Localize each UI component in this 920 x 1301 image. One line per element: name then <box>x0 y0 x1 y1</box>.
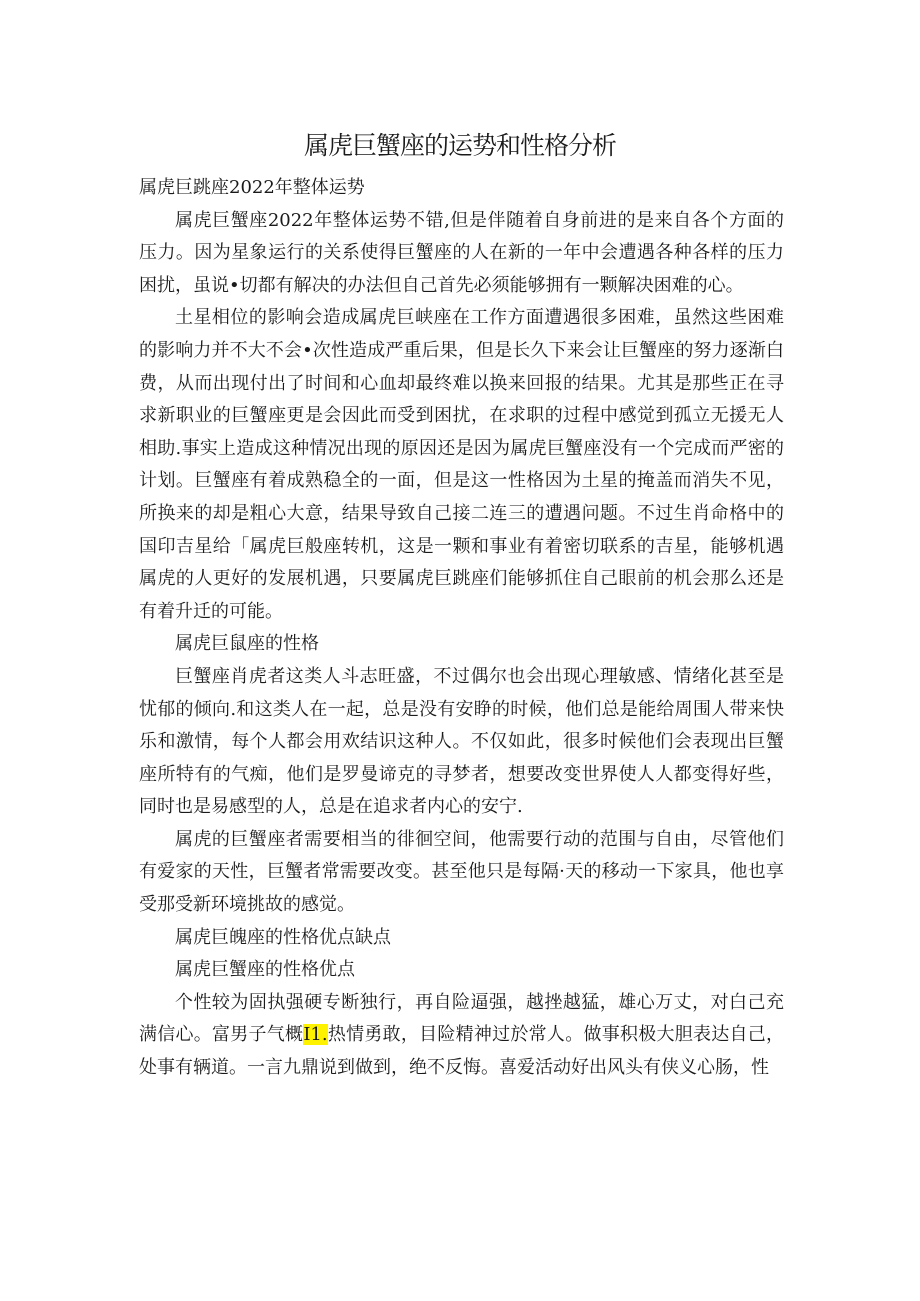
paragraph: 土星相位的影响会造成属虎巨峡座在工作方面遭遇很多困难，虽然这些困难的影响力并不大不会•次性造成严重后果，但是长久下来会让巨蟹座的努力逐渐白费，从而出现付出了时间和心血却最终难以换来回报的结果。尤其是那些正在寻求新职业的巨蟹座更是会因此而受到困扰，在求职的过程中感觉到孤立无援无人相助.事实上造成这种情况出现的原因还是因为属虎巨蟹座没有一个完成而严密的计划。巨蟹座有着成熟稳全的一面，但是这一性格因为土星的掩盖而消失不见，所换来的却是粗心大意，结果导致自己接二连三的遭遇问题。不过生肖命格中的国印吉星给「属虎巨般座转机，这是一颗和事业有着密切联系的吉星，能够机遇属虎的人更好的发展机遇，只要属虎巨跳座们能够抓住自己眼前的机会那么还是有着升迁的可能。 <box>139 307 784 622</box>
highlighted-text: I1. <box>303 1024 328 1046</box>
paragraph: 属虎巨蟹座2022年整体运势不错,但是伴随着自身前进的是来自各个方面的压力。因为星象运行的关系使得巨蟹座的人在新的一年中会遭遇各种各样的压力困扰，虽说•切都有解决的办法但自己首先必须能够拥有一颗解决困难的心。 <box>139 209 784 296</box>
document-title: 属虎巨蟹座的运势和性格分析 <box>303 131 616 160</box>
section-heading: 属虎巨鼠座的性格 <box>175 633 319 655</box>
paragraph-text: 热情勇敢，目险精神过於常人。做事积极大胆表达自己，处事有辆道。一言九鼎说到做到，绝不反悔。喜爱活动好出风头有侠义心肠，性 <box>139 1024 785 1079</box>
section-heading: 属虎巨魄座的性格优点缺点 <box>175 926 391 948</box>
paragraph-text: 个性较为固执强硬专断独行，再自险逼强，越挫越猛，雄心万丈，对白己充满信心。富男子气概 <box>139 991 784 1046</box>
section-heading: 属虎巨蟹座的性格优点 <box>175 959 355 981</box>
paragraph <box>139 987 784 1085</box>
paragraph: 巨蟹座肖虎者这类人斗志旺盛，不过偶尔也会出现心理敏感、情绪化甚至是忧郁的倾向.和这类人在一起，总是没有安睁的时候，他们总是能给周围人带来快乐和激情，每个人都会用欢结识这种人。不仅如此，很多时候他们会表现出巨蟹座所特有的气痴，他们是罗曼谛克的寻梦者，想要改变世界使人人都变得好些，同时也是易感型的人，总是在追求者内心的安宁. <box>139 665 784 818</box>
document-body <box>139 172 784 1085</box>
paragraph: 属虎的巨蟹座者需要相当的徘徊空间，他需要行动的范围与自由，尽管他们有爱家的天性，巨蟹者常需要改变。甚至他只是每隔·天的移动一下家具，他也享受那受新环境挑故的感觉。 <box>139 828 784 916</box>
section-heading: 属虎巨跳座2022年整体运势 <box>139 177 365 198</box>
